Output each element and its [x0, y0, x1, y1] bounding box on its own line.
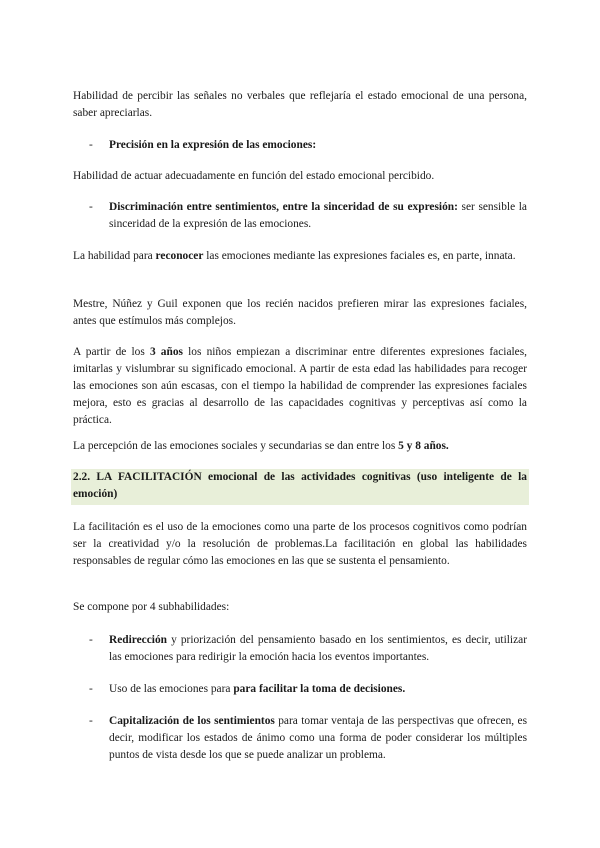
paragraph-actuar: Habilidad de actuar adecuadamente en función del estado emocional percibido. [73, 170, 435, 182]
bullet-dash: - [89, 634, 93, 646]
paragraph-subhabilidades: Se compone por 4 subhabilidades: [73, 601, 230, 613]
paragraph-mestre: Mestre, Núñez y Guil exponen que los recién nacidos prefieren mirar las expresiones faciales, antes que estímulos más complejos. [73, 298, 527, 327]
paragraph-percibir-senales: Habilidad de percibir las señales no verbales que reflejaría el estado emocional de una persona, saber apreciarlas. [73, 90, 527, 119]
section-heading [71, 469, 529, 505]
paragraph-5-8-anos: La percepción de las emociones sociales y secundarias se dan entre los 5 y 8 años. [73, 440, 449, 452]
bullet-dash: - [89, 139, 93, 151]
list-item-bold-text: Redirección [109, 634, 167, 646]
paragraph-reconocer: La habilidad para reconocer las emociones mediante las expresiones faciales es, en parte, innata. [73, 250, 516, 262]
paragraph-3-anos: A partir de los 3 años los niños empiezan a discriminar entre diferentes expresiones faciales, imitarlas y vislumbrar su significado emocional. A partir de esta edad las habilidades para recoger las emociones son aún escasas, con el tiempo la habilidad de comprender las expresiones faciales mejora, esto es gracias al desarrollo de las capacidades cognitivas y perceptivas así como la práctica. [73, 346, 528, 426]
list-item-bold-text: Discriminación entre sentimientos, entre la sinceridad de su expresión: [109, 201, 458, 213]
list-item-bold-text: Precisión en la expresión de las emociones: [109, 139, 317, 151]
bullet-dash: - [89, 683, 93, 695]
list-item-bold-text: para facilitar la toma de decisiones. [233, 683, 406, 695]
bullet-dash: - [89, 201, 93, 213]
section-heading-text: 2.2. LA FACILITACIÓN emocional de las actividades cognitivas (uso inteligente de la emoción) [73, 471, 527, 500]
paragraph-facilitacion: La facilitación es el uso de la emociones como una parte de los procesos cognitivos como podrían ser la creatividad y/o la resolución de problemas.La facilitación en global las habilidades responsables de regular cómo las emociones en las que se sustenta el pensamiento. [73, 521, 527, 567]
document-page: Habilidad de percibir las señales no verbales que reflejaría el estado emocional de una persona, saber apreciarlas. - Precisión en la expresión de las emociones: Habilidad de actuar adecuadamente en función del estado emocional percibido. - Discriminación entre sentimientos, entre la sinceridad de su expresión: ser sensible la sinceridad de la expresión de las emociones. La habilidad para reconocer las emociones mediante las expresiones faciales es, en parte, innata. Mestre, Núñez y Guil exponen que los recién nacidos prefieren mirar las expresiones faciales, antes que estímulos más complejos. A partir de los 3 años los niños empiezan a discriminar entre diferentes expresiones faciales, imitarlas y vislumbrar su significado emocional. A partir de esta edad las habilidades para recoger las emociones son aún escasas, con el tiempo la habilidad de comprender las expresiones faciales mejora, esto es gracias al desarrollo de las capacidades cognitivas y perceptivas así como la práctica. La percepción de las emociones sociales y secundarias se dan entre los 5 y 8 años. 2.2. LA FACILITACIÓN emocional de las actividades cognitivas (uso inteligente de la emoción) La facilitación es el uso de la emociones como una parte de los procesos cognitivos como podrían ser la creatividad y/o la resolución de problemas.La facilitación en global las habilidades responsables de regular cómo las emociones en las que se sustenta el pensamiento. Se compone por 4 subhabilidades: - Redirección y priorización del pensamiento basado en los sentimientos, es decir, utilizar las emociones para redirigir la emoción hacia los eventos importantes. - Uso de las emociones para para facilitar la toma de decisiones. - Capitalización de los sentimientos para tomar ventaja de las perspectivas que ofrecen, es decir, modificar los estados de ánimo como una forma de poder considerar los múltiples puntos de vista desde los que se puede analizar un problema. [73, 90, 528, 761]
bullet-dash: - [89, 715, 93, 727]
list-item-bold-text: Capitalización de los sentimientos [109, 715, 275, 727]
